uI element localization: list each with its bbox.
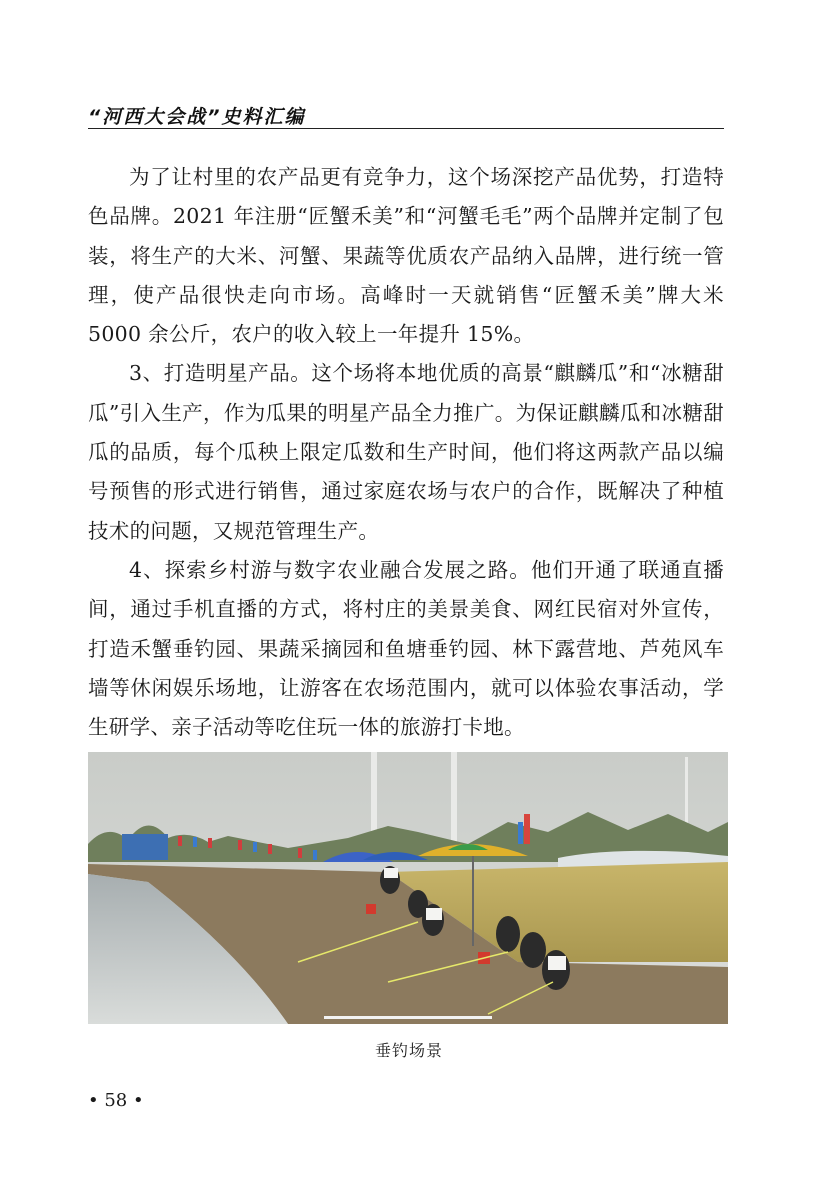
paragraph: 3、打造明星产品。这个场将本地优质的高景“麒麟瓜”和“冰糖甜瓜”引入生产，作为瓜果的明星产品全力推广。为保证麒麟瓜和冰糖甜瓜的品质，每个瓜秧上限定瓜数和生产时间，他们将这两款产品以编号预售的形式进行销售，通过家庭农场与农户的合作，既解决了种植技术的问题，又规范管理生产。: [88, 361, 724, 543]
running-header: [88, 100, 724, 129]
fishing-scene-photo: [88, 752, 728, 1024]
body-text: [88, 158, 724, 747]
paragraph: 4、探索乡村游与数字农业融合发展之路。他们开通了联通直播间，通过手机直播的方式，将村庄的美景美食、网红民宿对外宣传，打造禾蟹垂钓园、果蔬采摘园和鱼塘垂钓园、林下露营地、芦苑风车墙等休闲娱乐场地，让游客在农场范围内，就可以体验农事活动，学生研学、亲子活动等吃住玩一体的旅游打卡地。: [88, 557, 724, 740]
figure-caption: 垂钓场景: [374, 1041, 443, 1060]
book-title: “河西大会战”史料汇编: [88, 106, 306, 128]
paragraph: 为了让村里的农产品更有竞争力，这个场深挖产品优势，打造特色品牌。2021 年注册“匠蟹禾美”和“河蟹毛毛”两个品牌并定制了包装，将生产的大米、河蟹、果蔬等优质农产品纳入品牌，进行统一管理，使产品很快走向市场。高峰时一天就销售“匠蟹禾美”牌大米 5000 余公斤，农户的收入较上一年提升 15%。: [88, 165, 724, 347]
page-number: • 58 •: [88, 1090, 144, 1111]
